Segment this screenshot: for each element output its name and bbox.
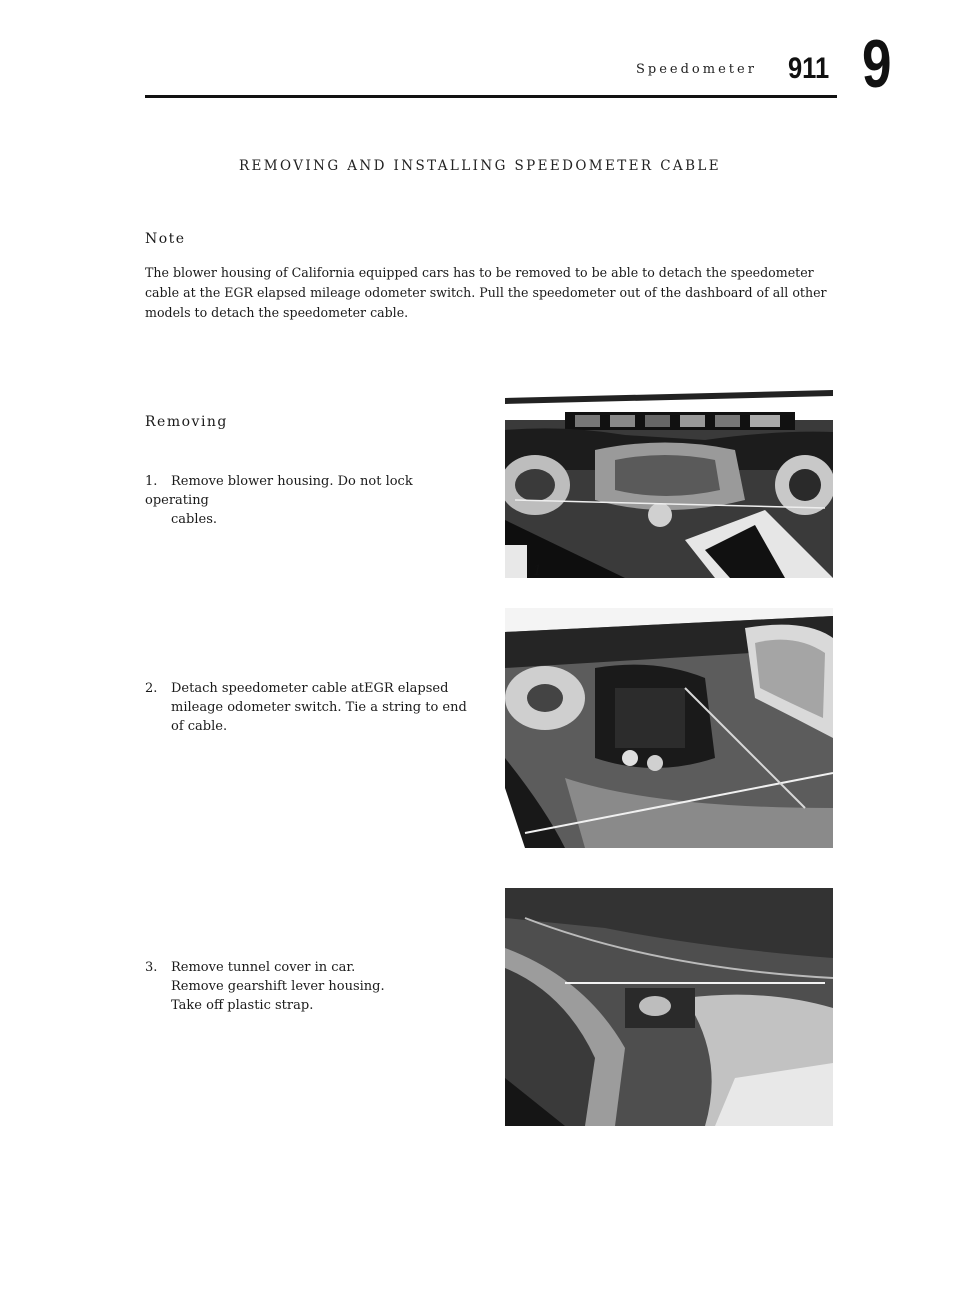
step-number: 1. — [145, 474, 158, 489]
photo-label: 1 — [533, 563, 542, 578]
step-line: Remove tunnel cover in car. — [171, 960, 356, 975]
step-line: Remove gearshift lever housing. — [171, 979, 385, 994]
step-2 — [145, 679, 475, 736]
photo-blower-housing — [505, 390, 833, 578]
step-line: mileage odometer switch. Tie a string to end — [171, 700, 467, 715]
step-line: Remove blower housing. Do not lock operating — [145, 474, 413, 508]
step-line: Take off plastic strap. — [171, 998, 314, 1013]
step-3 — [145, 958, 475, 1015]
note-text: The blower housing of California equipped cars has to be removed to be able to detach the speedometer cable at the EGR elapsed mileage odometer switch. Pull the speedometer out of the dashboard of all other models to detach the speedometer cable. — [145, 265, 827, 320]
note-heading: Note — [145, 231, 186, 247]
step-line: Detach speedometer cable atEGR elapsed — [171, 681, 449, 696]
chapter-number: 9 — [862, 26, 892, 102]
removing-heading: Removing — [145, 414, 228, 430]
model-number: 911 — [788, 52, 830, 85]
section-title: Speedometer — [636, 62, 757, 77]
header-rule — [145, 95, 837, 98]
step-number: 3. — [145, 960, 158, 975]
step-1 — [145, 472, 475, 529]
photo-tunnel-cover — [505, 888, 833, 1126]
step-line: cables. — [171, 512, 218, 527]
step-line: of cable. — [171, 719, 228, 734]
step-number: 2. — [145, 681, 158, 696]
photo-egr-switch — [505, 608, 833, 848]
page-title: REMOVING AND INSTALLING SPEEDOMETER CABLE — [238, 158, 722, 174]
